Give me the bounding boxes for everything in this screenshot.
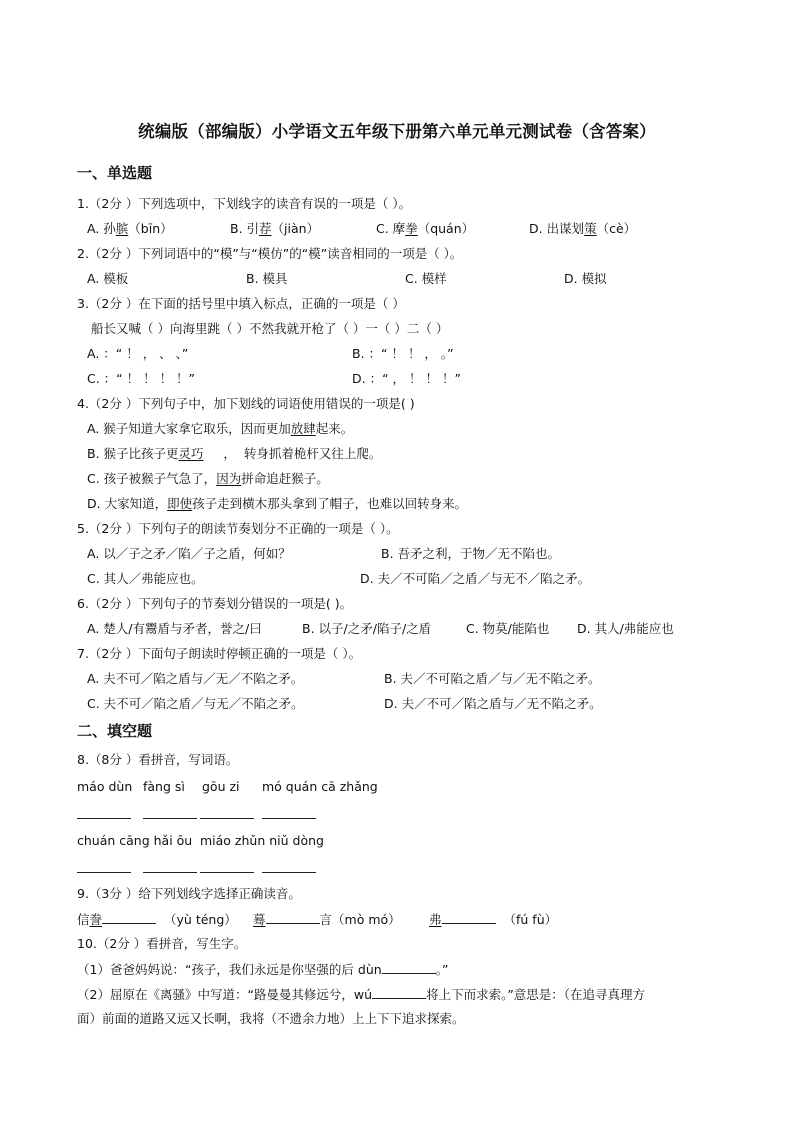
pinyin-moquancazhang: mó quán cā zhǎng: [262, 779, 378, 794]
answer-line[interactable]: [200, 872, 254, 873]
question-6-option-c: C. 物莫/能陷也: [466, 621, 550, 636]
question-5-option-d: D. 夫／不可陷／之盾／与无不／陷之矛。: [360, 571, 591, 586]
question-9-stem: 9.（3分 ）给下列划线字选择正确读音。: [77, 886, 301, 901]
question-9-item-1: 信誊 （yù téng）: [77, 912, 237, 927]
question-7-option-a: A. 夫不可／陷之盾与／无／不陷之矛。: [87, 671, 304, 686]
question-7-option-c: C. 夫不可／陷之盾／与无／不陷之矛。: [87, 696, 304, 711]
answer-line[interactable]: [143, 818, 197, 819]
answer-line[interactable]: [77, 818, 131, 819]
answer-line[interactable]: [262, 818, 316, 819]
question-7-option-b: B. 夫／不可陷之盾／与／无不陷之矛。: [384, 671, 601, 686]
question-5-option-b: B. 吾矛之利，于物／无不陷也。: [381, 546, 561, 561]
pinyin-maodun: máo dùn: [77, 779, 133, 794]
question-3-option-d: D. ：“ ， ！ ！ ！”: [352, 371, 461, 386]
question-3-stem: 3.（2分 ）在下面的括号里中填入标点，正确的一项是（ ）: [77, 296, 405, 311]
question-8-stem: 8.（8分 ）看拼音，写词语。: [77, 752, 239, 767]
pinyin-chuancanghaiou: chuán cāng hǎi ōu: [77, 833, 193, 848]
question-2-option-b: B. 模具: [246, 271, 288, 286]
page-title: 统编版（部编版）小学语文五年级下册第六单元单元测试卷（含答案）: [138, 122, 656, 141]
question-5-option-c: C. 其人／弗能应也。: [87, 571, 204, 586]
question-3-sentence: 船长又喊（ ）向海里跳（ ）不然我就开枪了（ ）一（ ）二（ ）: [91, 321, 449, 336]
question-3-option-a: A. ：“ ！ ， 、 、”: [87, 346, 189, 361]
answer-blank[interactable]: [372, 986, 426, 999]
answer-blank[interactable]: [102, 911, 156, 924]
question-6-stem: 6.（2分 ）下列句子的节奏划分错误的一项是( )。: [77, 596, 353, 611]
question-4-option-c: C. 孩子被猴子气急了，因为拼命追赶猴子。: [87, 471, 329, 486]
answer-line[interactable]: [200, 818, 254, 819]
question-9-item-3: 弗 （fú fù）: [429, 912, 558, 927]
question-10-part-2-continued: 面）前面的道路又远又长啊，我将（不遗余力地）上上下下追求探索。: [77, 1011, 465, 1026]
pinyin-gouzi: gōu zi: [202, 779, 240, 794]
question-6-option-b: B. 以子/之矛/陷子/之盾: [302, 621, 432, 636]
question-5-stem: 5.（2分 ）下列句子的朗读节奏划分不正确的一项是（ ）。: [77, 521, 399, 536]
pinyin-fangsi: fàng sì: [143, 779, 185, 794]
question-10-stem: 10.（2分 ）看拼音，写生字。: [77, 936, 247, 951]
question-6-option-a: A. 楚人/有鬻盾与矛者，誉之/曰: [87, 621, 262, 636]
question-9-item-2: 蓦 言（mò mó）: [253, 912, 401, 927]
question-1-option-a: A. 孙膑（bīn）: [87, 221, 173, 236]
question-7-stem: 7.（2分 ）下面句子朗读时停顿正确的一项是（ ）。: [77, 646, 362, 661]
answer-line[interactable]: [77, 872, 131, 873]
question-7-option-d: D. 夫／不可／陷之盾与／无不陷之矛。: [384, 696, 602, 711]
question-1-stem: 1.（2分 ）下列选项中，下划线字的读音有误的一项是（ ）。: [77, 196, 412, 211]
question-1-option-c: C. 摩拳（quán）: [376, 221, 475, 236]
answer-blank[interactable]: [442, 911, 496, 924]
section-heading-fill-blank: 二、填空题: [77, 722, 153, 740]
question-4-stem: 4.（2分 ）下列句子中，加下划线的词语使用错误的一项是( ): [77, 396, 415, 411]
question-5-option-a: A. 以／子之矛／陷／子之盾，何如？: [87, 546, 291, 561]
question-4-option-b: B. 猴子比孩子更灵巧 ， 转身抓着桅杆又往上爬。: [87, 446, 382, 461]
question-2-option-a: A. 模板: [87, 271, 129, 286]
question-10-part-1: （1）爸爸妈妈说：“孩子，我们永远是你坚强的后 dùn 。”: [77, 962, 449, 977]
answer-blank[interactable]: [382, 961, 436, 974]
question-1-option-d: D. 出谋划策（cè）: [529, 221, 637, 236]
question-2-option-d: D. 模拟: [564, 271, 607, 286]
question-10-part-2: （2）屈原在《离骚》中写道：“路曼曼其修远兮，wú 将上下而求索。”意思是：（在追寻真理方: [77, 987, 646, 1002]
answer-line[interactable]: [143, 872, 197, 873]
pinyin-miaozhunniudong: miáo zhǔn niǔ dòng: [200, 833, 324, 848]
answer-line[interactable]: [262, 872, 316, 873]
question-2-option-c: C. 模样: [405, 271, 447, 286]
answer-blank[interactable]: [266, 911, 320, 924]
question-4-option-a: A. 猴子知道大家拿它取乐，因而更加放肆起来。: [87, 421, 354, 436]
question-3-option-c: C. ：“ ！ ！ ！ ！”: [87, 371, 196, 386]
question-3-option-b: B. ：“ ！ ！ ， 。”: [352, 346, 454, 361]
question-1-option-b: B. 引荐（jiàn）: [230, 221, 320, 236]
question-4-option-d: D. 大家知道，即使孩子走到横木那头拿到了帽子，也难以回转身来。: [87, 496, 468, 511]
question-6-option-d: D. 其人/弗能应也: [577, 621, 674, 636]
section-heading-single-choice: 一、单选题: [77, 164, 153, 182]
question-2-stem: 2.（2分 ）下列词语中的“模”与“模仿”的“模”读音相同的一项是（ ）。: [77, 246, 463, 261]
